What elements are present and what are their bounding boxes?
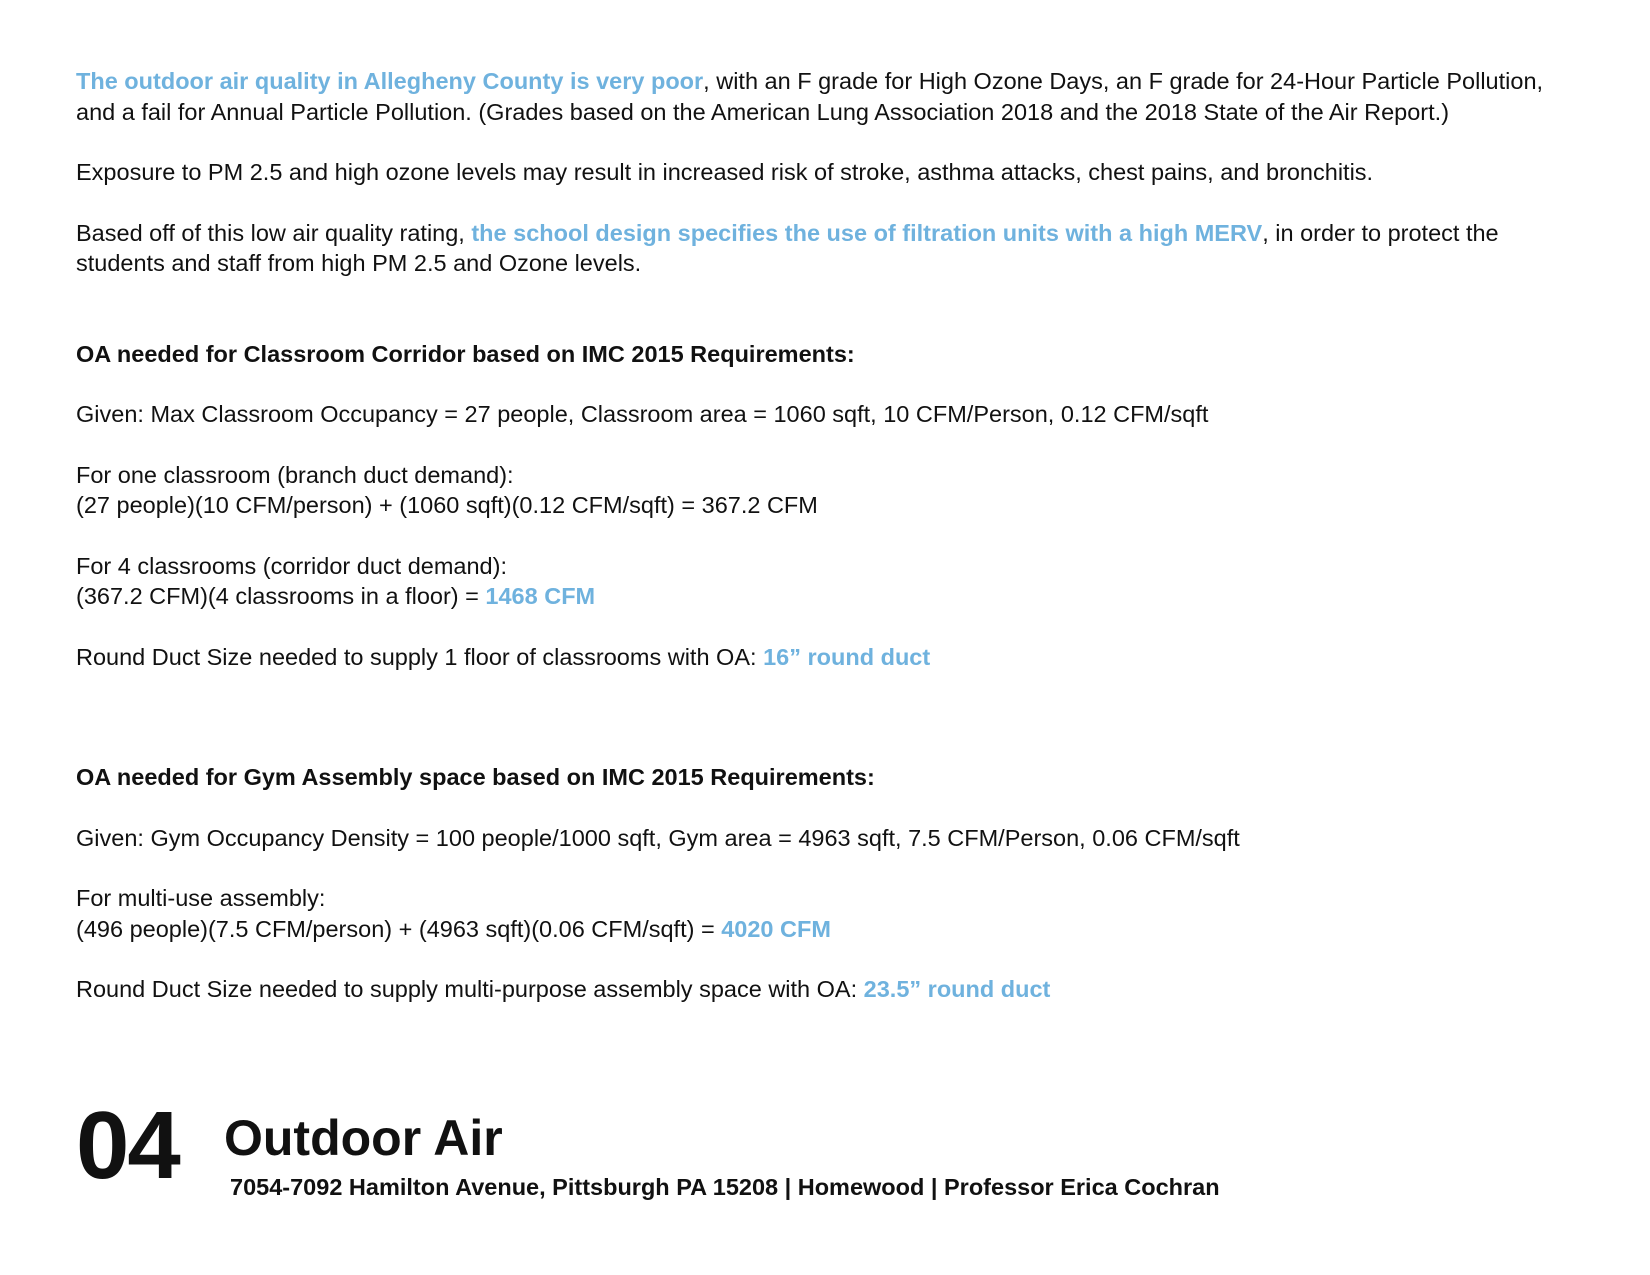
gym-given: Given: Gym Occupancy Density = 100 people/1000 sqft, Gym area = 4963 sqft, 7.5 CFM/Person, 0.06 CFM/sqft [76, 824, 1240, 851]
filtration-highlight: the school design specifies the use of filtration units with a high MERV [471, 219, 1263, 246]
section-number: 04 [76, 1092, 179, 1199]
filtration-text-post: , in order to protect the students and staff from high PM 2.5 and Ozone levels. [76, 219, 1499, 276]
air-quality-text: , with an F grade for High Ozone Days, an F grade for 24-Hour Particle Pollution, and a fail for Annual Particle Pollution. (Grades based on the American Lung Association 2018 and the 2018 State of the Air Report.) [76, 68, 1544, 125]
gym-duct-text: Round Duct Size needed to supply multi-purpose assembly space with OA: [76, 976, 864, 1002]
gym-multi-calc-result: 4020 CFM [721, 915, 831, 942]
intro-paragraph-air-quality [76, 66, 1576, 127]
air-quality-highlight: The outdoor air quality in Allegheny County is very poor [76, 68, 704, 94]
classroom-four-calc [76, 581, 1576, 612]
filtration-text-pre: Based off of this low air quality rating, [76, 219, 472, 246]
document-body [76, 66, 1576, 1005]
classroom-duct-text: Round Duct Size needed to supply 1 floor of classrooms with OA: [76, 643, 764, 670]
classroom-four-calc-text: (367.2 CFM)(4 classrooms in a floor) = [76, 583, 486, 609]
gym-multi-calc-text: (496 people)(7.5 CFM/person) + (4963 sqft)(0.06 CFM/sqft) = [76, 915, 722, 942]
classroom-one-label: For one classroom (branch duct demand): [76, 461, 514, 488]
intro-paragraph-filtration [76, 218, 1576, 279]
section-title: Outdoor Air [224, 1110, 503, 1166]
classroom-four-calc-result: 1468 CFM [485, 583, 596, 609]
gym-duct-size [76, 974, 1576, 1005]
gym-duct-result: 23.5” round duct [863, 976, 1051, 1002]
classroom-given: Given: Max Classroom Occupancy = 27 people, Classroom area = 1060 sqft, 10 CFM/Person, 0.12 CFM/sqft [76, 401, 1209, 427]
classroom-duct-result: 16” round duct [763, 643, 931, 670]
gym-multi-label: For multi-use assembly: [76, 885, 326, 911]
classroom-section-heading: OA needed for Classroom Corridor based on IMC 2015 Requirements: [76, 340, 855, 367]
gym-multi-calc [76, 914, 1576, 945]
intro-paragraph-exposure: Exposure to PM 2.5 and high ozone levels may result in increased risk of stroke, asthma attacks, chest pains, and bronchitis. [76, 159, 1374, 185]
gym-section-heading: OA needed for Gym Assembly space based on IMC 2015 Requirements: [76, 764, 875, 790]
classroom-duct-size [76, 642, 1576, 673]
classroom-four-label: For 4 classrooms (corridor duct demand): [76, 552, 507, 579]
project-subtitle: 7054-7092 Hamilton Avenue, Pittsburgh PA 15208 | Homewood | Professor Erica Cochran [230, 1174, 1220, 1200]
classroom-one-calc: (27 people)(10 CFM/person) + (1060 sqft)(0.12 CFM/sqft) = 367.2 CFM [76, 492, 818, 518]
